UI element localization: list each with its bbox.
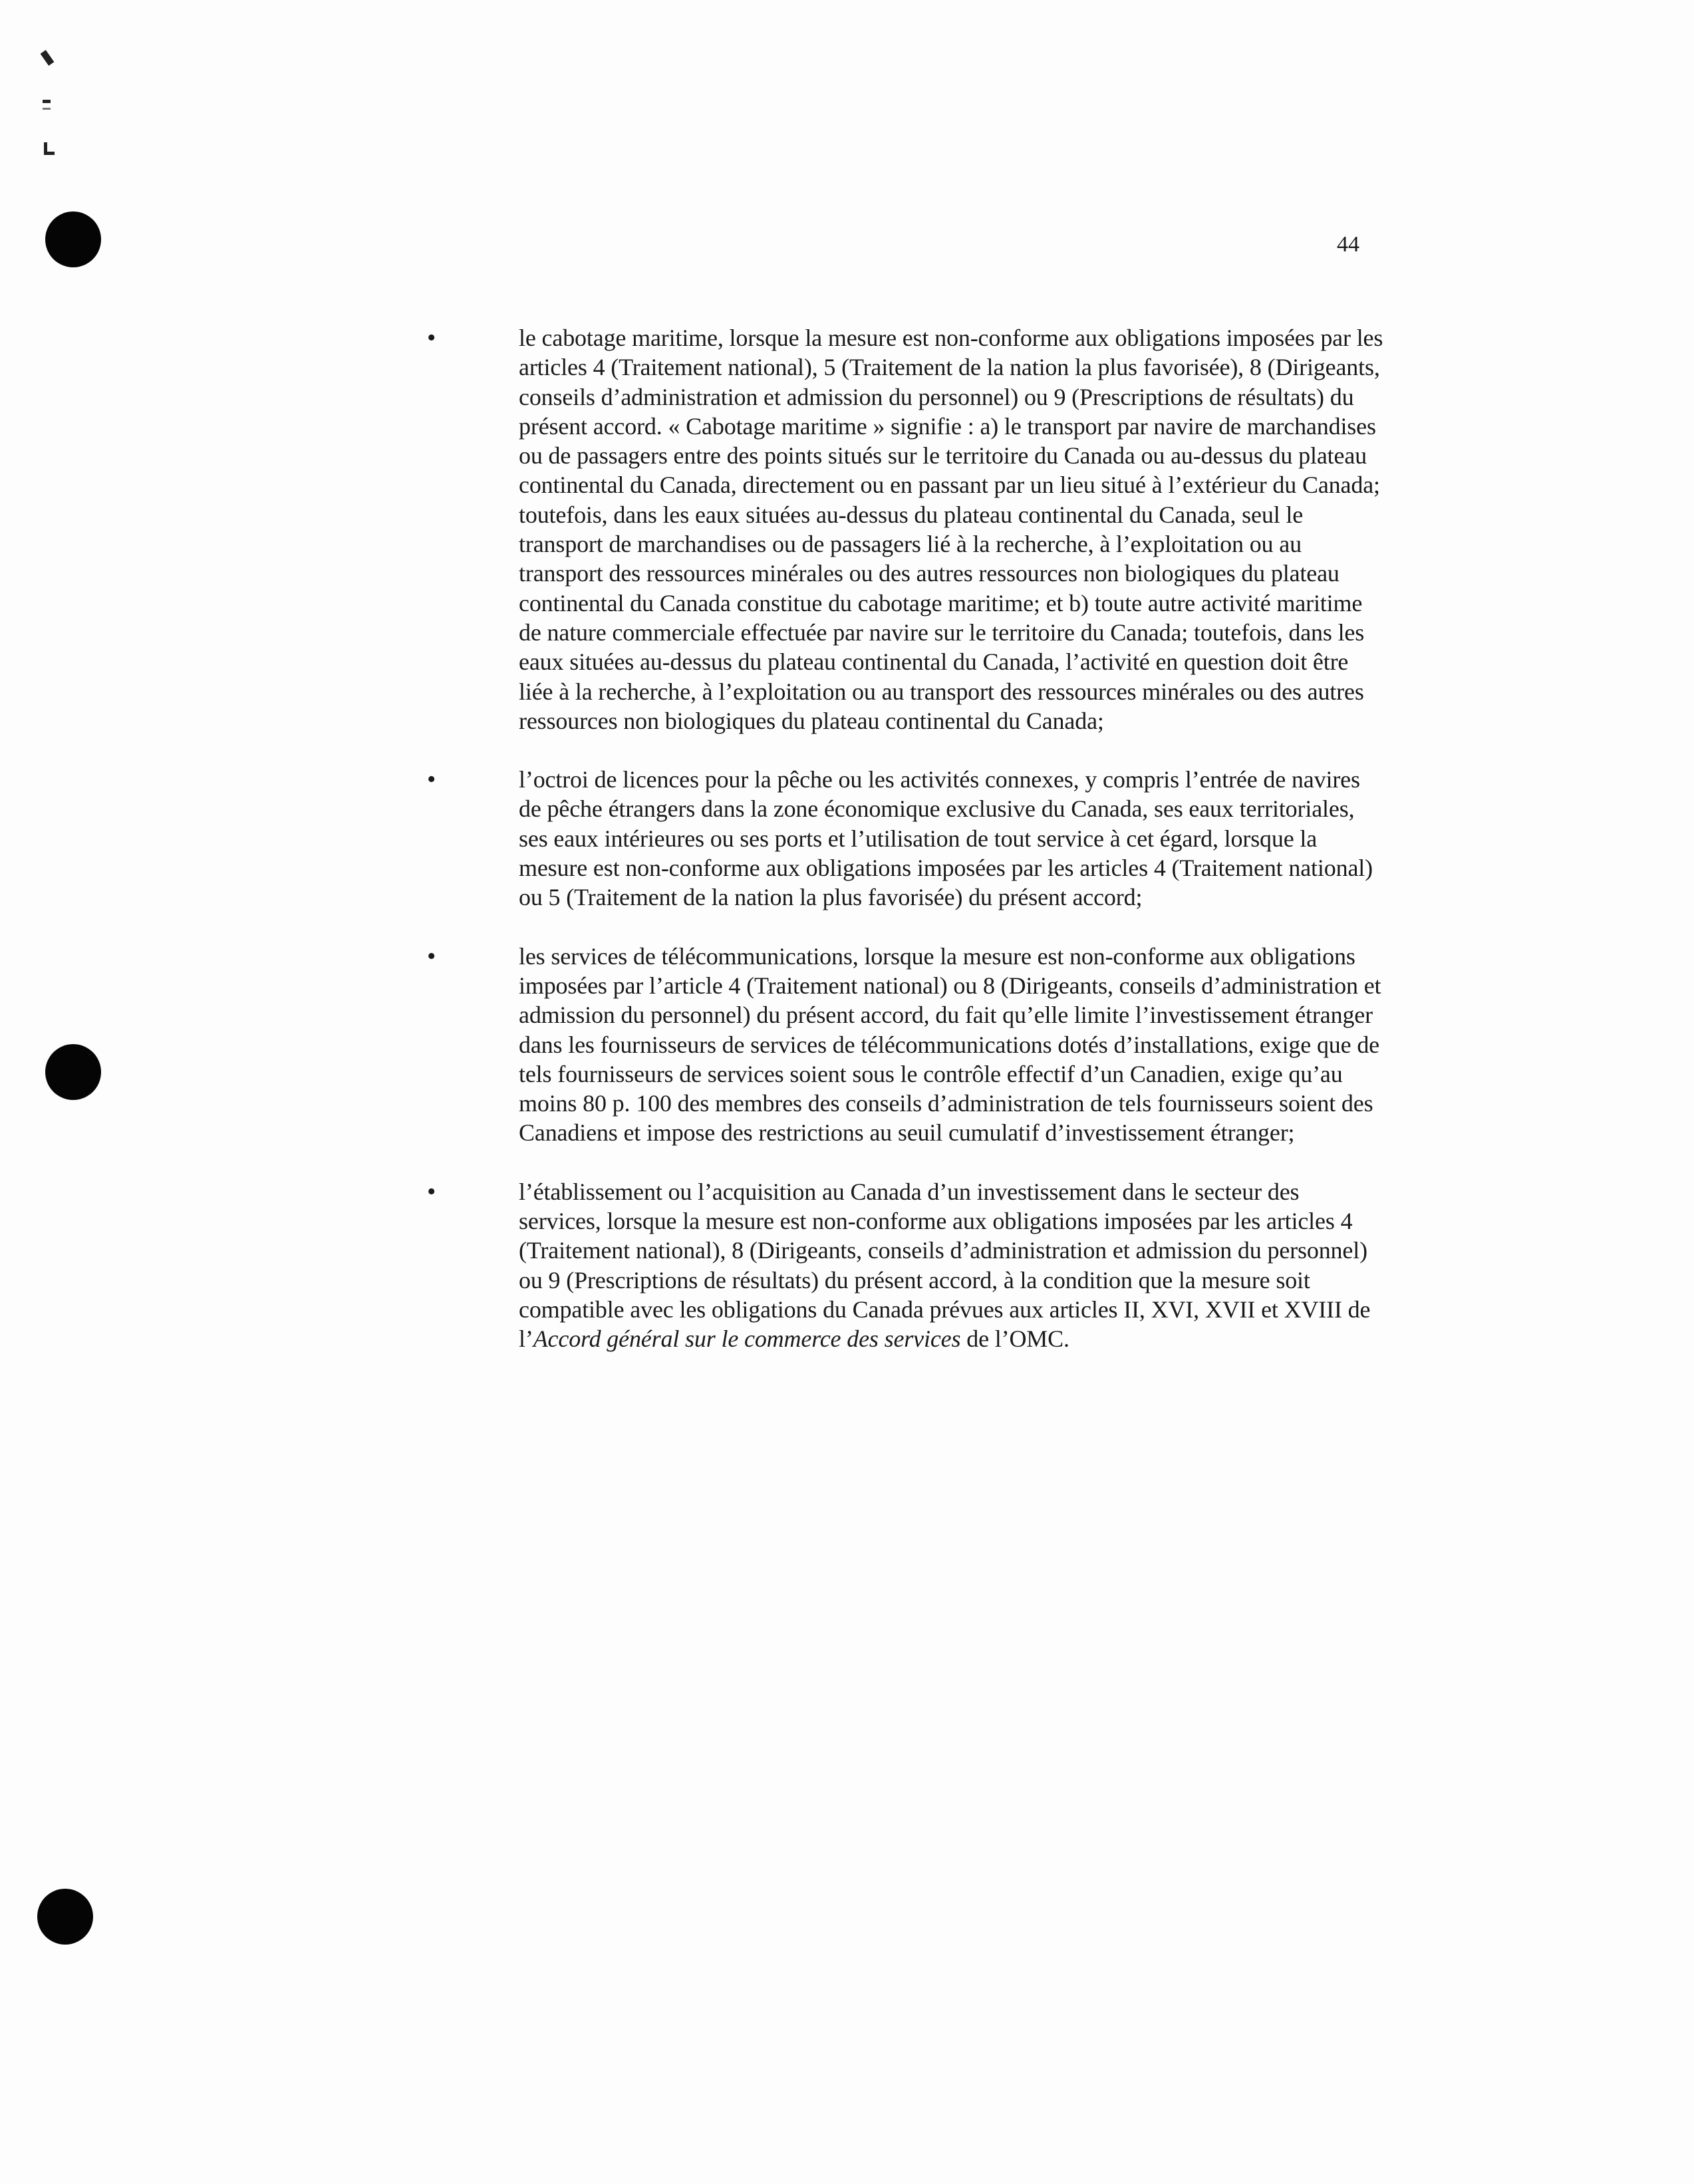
bullet: •: [427, 1177, 436, 1206]
list-item-text: le cabotage maritime, lorsque la mesure est non-conforme aux obligations imposées par les articles 4 (Traitement national), 5 (Traitement de la nation la plus favorisée), 8 (Dirigeants, conseils d’administration et admission du personnel) ou 9 (Prescriptions de résultats) du présent accord. « Cabotage maritime » signifie : a) le transport par navire de marchandises ou de passagers entre des points situés sur le territoire du Canada ou au-dessus du plateau continental du Canada, directement ou en passant par un lieu situé à l’extérieur du Canada; toutefois, dans les eaux situées au-dessus du plateau continental du Canada, seul le transport de marchandises ou de passagers lié à la recherche, à l’exploitation ou au transport des ressources minérales ou des autres ressources non biologiques du plateau continental du Canada constitue du cabotage maritime; et b) toute autre activité maritime de nature commerciale effectuée par navire sur le territoire du Canada; toutefois, dans les eaux situées au-dessus du plateau continental du Canada, l’activité en question doit être liée à la recherche, à l’exploitation ou au transport des ressources minérales ou des autres ressources non biologiques du plateau continental du Canada;: [519, 325, 1383, 734]
punch-hole: [37, 1889, 93, 1945]
list-item-text: les services de télécommunications, lorsque la mesure est non-conforme aux obligations imposées par l’article 4 (Traitement national) ou 8 (Dirigeants, conseils d’administration et admission du personnel) du présent accord, du fait qu’elle limite l’investissement étranger dans les fournisseurs de services de télécommunications dotés d’installations, exige que de tels fournisseurs de services soient sous le contrôle effectif d’un Canadien, exige qu’au moins 80 p. 100 des membres des conseils d’administration de tels fournisseurs soient des Canadiens et impose des restrictions au seuil cumulatif d’investissement étranger;: [519, 942, 1381, 1147]
scan-mark: [43, 100, 51, 103]
list-item: [412, 323, 1383, 736]
scan-mark: [41, 50, 55, 66]
bullet: •: [427, 324, 436, 352]
bullet: •: [427, 942, 436, 970]
list-item: [412, 765, 1383, 912]
text-segment: de l’OMC.: [960, 1325, 1069, 1353]
punch-hole: [45, 1044, 101, 1100]
list-item: [412, 942, 1383, 1148]
scan-mark: [44, 152, 55, 155]
measures-list: [412, 323, 1383, 1383]
text-segment: l’établissement ou l’acquisition au Canada d’un investissement dans le secteur des services, lorsque la mesure est non-conforme aux obligations imposées par les articles 4 (Traitement national), 8 (Dirigeants, conseils d’administration et admission du personnel) ou 9 (Prescriptions de résultats) du présent accord, à la condition que la mesure soit compatible avec les obligations du Canada prévues aux articles II, XVI, XVII et XVIII de l’: [519, 1178, 1371, 1353]
page-number: 44: [1337, 232, 1359, 257]
scan-mark: [43, 108, 51, 110]
agreement-title: Accord général sur le commerce des services: [533, 1325, 961, 1353]
bullet: •: [427, 765, 436, 794]
list-item: [412, 1177, 1383, 1354]
list-item-text: [519, 1177, 1383, 1354]
list-item-text: l’octroi de licences pour la pêche ou les activités connexes, y compris l’entrée de navires de pêche étrangers dans la zone économique exclusive du Canada, ses eaux territoriales, ses eaux intérieures ou ses ports et l’utilisation de tout service à cet égard, lorsque la mesure est non-conforme aux obligations imposées par les articles 4 (Traitement national) ou 5 (Traitement de la nation la plus favorisée) du présent accord;: [519, 766, 1373, 911]
punch-hole: [45, 211, 101, 267]
